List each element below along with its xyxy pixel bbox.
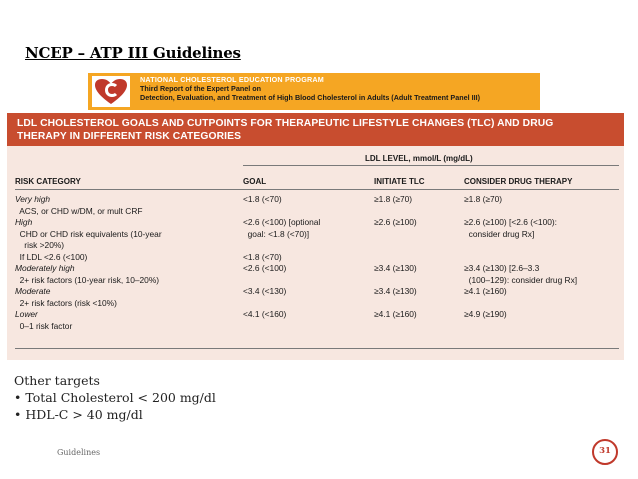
column-header-drug-therapy: CONSIDER DRUG THERAPY [464, 177, 573, 186]
table-cell-risk: Very high [15, 194, 51, 204]
banner-line3: Detection, Evaluation, and Treatment of High Blood Cholesterol in Adults (Adult Treatment Panel III) [140, 93, 480, 102]
header-rule [15, 189, 619, 190]
other-target-item: • HDL-C > 40 mg/dl [14, 407, 143, 422]
table-heading-line1: LDL CHOLESTEROL GOALS AND CUTPOINTS FOR THERAPEUTIC LIFESTYLE CHANGES (TLC) AND DRUG [17, 118, 554, 129]
ncep-banner [88, 73, 540, 110]
bottom-rule [15, 348, 619, 349]
other-targets [14, 372, 216, 423]
ldl-goals-table [7, 113, 624, 360]
table-cell-risk: Lower [15, 309, 38, 319]
ldl-level-header: LDL LEVEL, mmol/L (mg/dL) [365, 154, 473, 163]
column-header-goal: GOAL [243, 177, 267, 186]
banner-org: NATIONAL CHOLESTEROL EDUCATION PROGRAM [140, 75, 324, 84]
table-cell-tlc: ≥3.4 (≥130) [374, 286, 417, 296]
other-target-item: • Total Cholesterol < 200 mg/dl [14, 390, 216, 405]
table-cell-risk: High [15, 217, 33, 227]
table-cell-risk: 2+ risk factors (10-year risk, 10–20%) [15, 274, 160, 285]
table-cell-risk: 0–1 risk factor [15, 320, 73, 331]
table-cell-goal: goal: <1.8 (<70)] [243, 228, 310, 239]
table-cell-goal: <2.6 (<100) [optional [243, 217, 321, 227]
table-cell-risk: ACS, or CHD w/DM, or mult CRF [15, 205, 143, 216]
other-targets-heading: Other targets [14, 373, 100, 388]
page-number-badge [592, 439, 618, 465]
ldl-level-rule [243, 165, 619, 166]
slide-footer: Guidelines [57, 448, 101, 457]
table-cell-risk: Moderate [15, 286, 51, 296]
table-cell-goal: <1.8 (<70) [243, 251, 282, 262]
page-number: 31 [599, 446, 611, 456]
table-cell-drug: ≥1.8 (≥70) [464, 194, 503, 204]
table-cell-tlc: ≥1.8 (≥70) [374, 194, 413, 204]
slide-title: NCEP – ATP III Guidelines [25, 44, 241, 62]
table-cell-risk: 2+ risk factors (risk <10%) [15, 297, 117, 308]
table-cell-tlc: ≥4.1 (≥160) [374, 309, 417, 319]
table-cell-drug: ≥4.1 (≥160) [464, 286, 507, 296]
table-cell-goal: <2.6 (<100) [243, 263, 287, 273]
table-cell-risk: Moderately high [15, 263, 75, 273]
table-cell-drug: ≥4.9 (≥190) [464, 309, 507, 319]
column-header-initiate-tlc: INITIATE TLC [374, 177, 425, 186]
table-heading [7, 113, 624, 146]
table-cell-drug: (100–129): consider drug Rx] [464, 274, 578, 285]
banner-text [140, 75, 480, 102]
banner-line2: Third Report of the Expert Panel on [140, 84, 261, 93]
table-cell-drug: ≥3.4 (≥130) [2.6–3.3 [464, 263, 540, 273]
table-heading-line2: THERAPY IN DIFFERENT RISK CATEGORIES [17, 131, 242, 142]
table-cell-drug: ≥2.6 (≥100) [<2.6 (<100): [464, 217, 557, 227]
table-cell-tlc: ≥2.6 (≥100) [374, 217, 417, 227]
column-header-risk: RISK CATEGORY [15, 177, 81, 186]
table-cell-tlc: ≥3.4 (≥130) [374, 263, 417, 273]
table-cell-goal: <1.8 (<70) [243, 194, 282, 204]
table-cell-goal: <4.1 (<160) [243, 309, 287, 319]
ncep-heart-logo-icon [92, 76, 130, 107]
table-cell-goal: <3.4 (<130) [243, 286, 287, 296]
table-cell-risk: CHD or CHD risk equivalents (10-year [15, 228, 162, 239]
table-cell-risk: If LDL <2.6 (<100) [15, 251, 88, 262]
table-cell-drug: consider drug Rx] [464, 228, 535, 239]
table-cell-risk: risk >20%) [15, 240, 65, 250]
